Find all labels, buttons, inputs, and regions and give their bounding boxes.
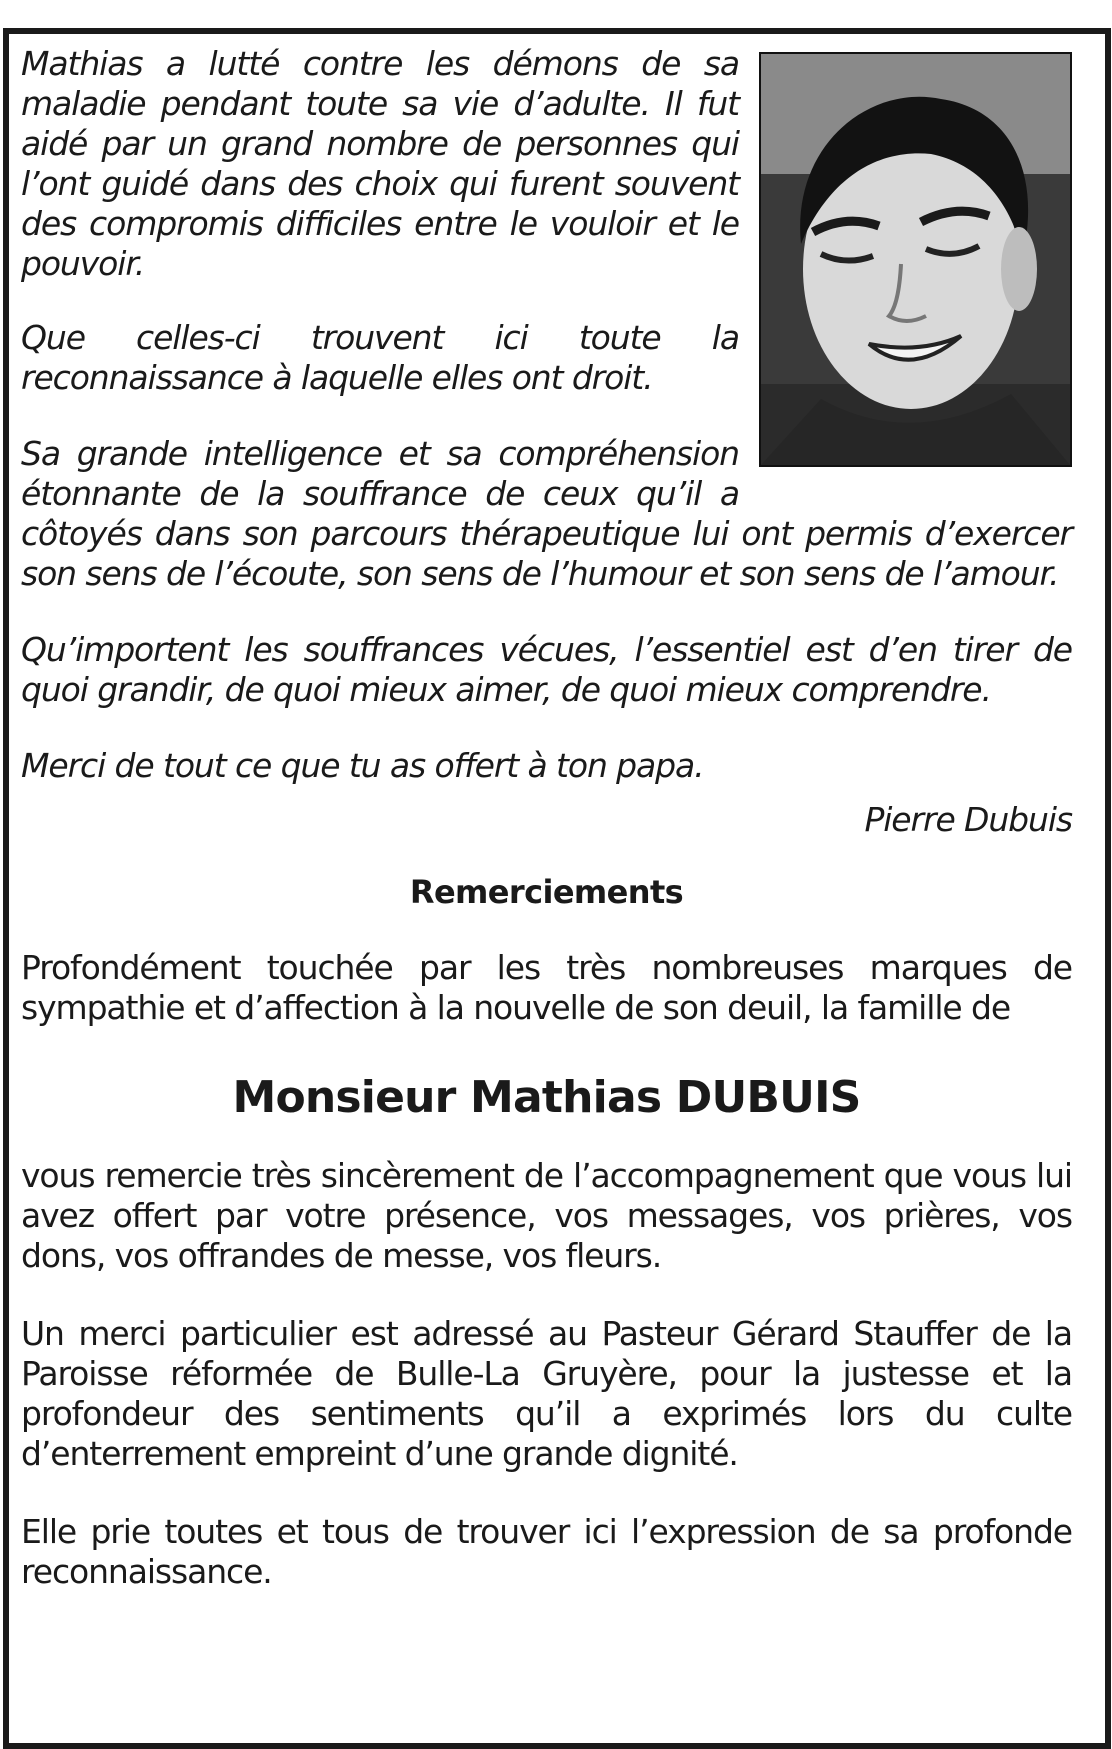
- thanks-intro: Profondément touchée par les très nombreuses marques de sympathie et d’affection à la nouvelle de son deuil, la famille de: [21, 948, 1072, 1027]
- letter-paragraph-3: Sa grande intelligence et sa compréhension étonnante de la souffrance de ceux qu’il a côtoyés dans son parcours thérapeutique lui ont permis d’exercer son sens de l’écoute, son sens de l’humour et son sens de l’amour.: [21, 434, 1072, 593]
- letter-paragraph-2: Que celles-ci trouvent ici toute la reconnaissance à laquelle elles ont droit.: [21, 318, 739, 397]
- thanks-paragraph-2: Un merci particulier est adressé au Pasteur Gérard Stauffer de la Paroisse réformée de Bulle-La Gruyère, pour la justesse et la profondeur des sentiments qu’il a exprimés lors du culte d’enterrement empreint d’une grande dignité.: [21, 1314, 1072, 1473]
- portrait-photo: [759, 52, 1072, 467]
- thanks-paragraph-1: vous remercie très sincèrement de l’accompagnement que vous lui avez offert par votre présence, vos messages, vos prières, vos dons, vos offrandes de messe, vos fleurs.: [21, 1156, 1072, 1275]
- letter-paragraph-1: Mathias a lutté contre les démons de sa maladie pendant toute sa vie d’adulte. Il fut aidé par un grand nombre de personnes qui l’ont guidé dans des choix qui furent souvent des compromis difficiles entre le vouloir et le pouvoir.: [21, 44, 739, 283]
- thanks-paragraph-3: Elle prie toutes et tous de trouver ici l’expression de sa profonde reconnaissance.: [21, 1512, 1072, 1591]
- thanks-heading: Remerciements: [409, 873, 684, 911]
- portrait-illustration: [761, 54, 1070, 465]
- obituary-content: [21, 44, 1072, 1592]
- letter-paragraph-5: Merci de tout ce que tu as offert à ton papa.: [21, 746, 704, 785]
- deceased-name: Monsieur Mathias DUBUIS: [232, 1072, 861, 1123]
- letter-signature: Pierre Dubuis: [864, 800, 1072, 839]
- letter-paragraph-4: Qu’importent les souffrances vécues, l’essentiel est d’en tirer de quoi grandir, de quoi mieux aimer, de quoi mieux comprendre.: [21, 630, 1072, 709]
